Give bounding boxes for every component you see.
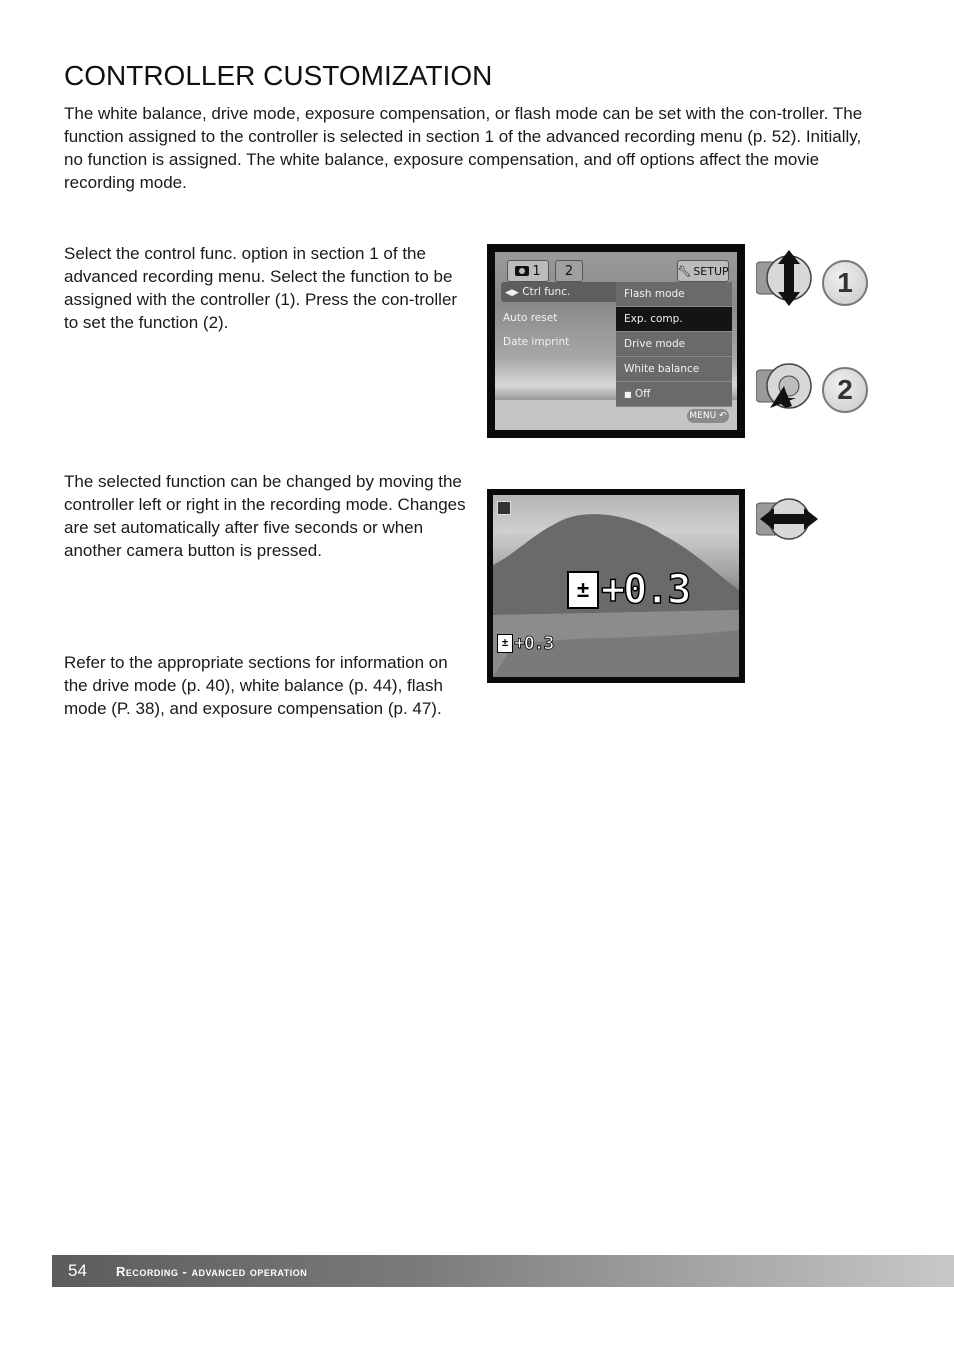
ev-display-small xyxy=(497,633,553,654)
left-right-arrows-icon: ◀▶ xyxy=(505,288,519,298)
ev-value-large: +0.3 xyxy=(601,567,690,613)
step-2-text: The selected function can be changed by moving the controller left or right in the recording mode. Changes are set automatically after five seconds or when another camera button is pressed. xyxy=(64,472,466,560)
page-footer xyxy=(52,1255,954,1287)
option-exp-comp: Exp. comp. xyxy=(616,307,732,332)
tab-setup-label: SETUP xyxy=(693,264,729,278)
exposure-compensation-small-icon: ± xyxy=(497,634,513,653)
step-3-text: Refer to the appropriate sections for information on the drive mode (p. 40), white balance (p. 44), flash mode (P. 38), and exposure compensation (p. 47). xyxy=(64,653,448,718)
wrench-icon: 🔧︎ xyxy=(677,264,692,278)
controller-press-icon xyxy=(756,362,818,412)
tab-section-1 xyxy=(507,260,549,282)
controller-up-down-icon xyxy=(756,250,818,306)
option-white-balance: White balance xyxy=(616,357,732,382)
section-name: Recording - advanced operation xyxy=(116,1263,308,1279)
page-title: CONTROLLER CUSTOMIZATION xyxy=(64,60,493,91)
option-flash-mode: Flash mode xyxy=(616,282,732,307)
menu-button-label: MENU xyxy=(689,411,717,421)
live-view-illustration xyxy=(487,489,745,683)
menu-item-date-imprint: Date imprint xyxy=(503,336,570,348)
callout-1: 1 xyxy=(822,260,868,306)
menu-item-label: Ctrl func. xyxy=(522,286,571,298)
option-off xyxy=(616,382,732,407)
page-number: 54 xyxy=(68,1261,87,1280)
tab-2-label: 2 xyxy=(564,263,574,279)
callout-2: 2 xyxy=(822,367,868,413)
menu-item-ctrl-func xyxy=(501,282,621,302)
recording-mode-icon xyxy=(497,501,511,515)
step-1-text: Select the control func. option in section 1 of the advanced recording menu. Select the function to be assigned with the controller (1). Press the con-troller to set the function (2). xyxy=(64,244,458,332)
camera-icon xyxy=(515,266,529,276)
ev-display-large xyxy=(567,567,689,613)
tab-1-label: 1 xyxy=(532,263,541,279)
function-options-list xyxy=(616,282,732,407)
menu-back-button-icon: MENU ↶ xyxy=(687,409,729,423)
intro-paragraph: The white balance, drive mode, exposure compensation, or flash mode can be set with the con-troller. The function assigned to the controller is selected in section 1 of the advanced recording menu (p. 52). Initially, no function is assigned. The white balance, exposure compensation, and off options affect the movie recording mode. xyxy=(64,104,863,192)
exposure-compensation-icon: ± xyxy=(567,571,599,609)
ev-value-small: +0.3 xyxy=(514,633,554,654)
menu-screen-illustration xyxy=(487,244,745,438)
tab-setup xyxy=(677,260,729,282)
option-off-label: Off xyxy=(634,388,651,400)
controller-left-right-icon xyxy=(756,496,820,542)
landscape-scene xyxy=(493,495,739,677)
current-setting-marker-icon: ■ xyxy=(624,390,632,399)
tab-section-2 xyxy=(555,260,583,282)
menu-screen xyxy=(495,252,737,430)
option-drive-mode: Drive mode xyxy=(616,332,732,357)
menu-item-auto-reset: Auto reset xyxy=(503,312,558,324)
